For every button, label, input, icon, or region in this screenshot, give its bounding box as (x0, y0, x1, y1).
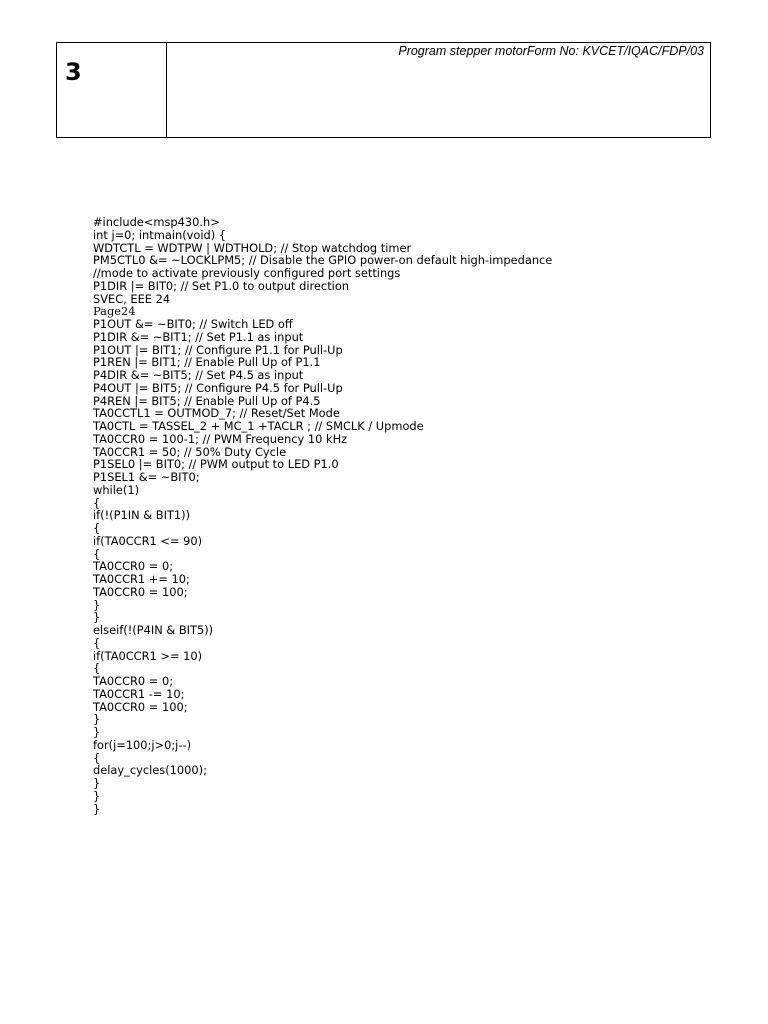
code-line: int j=0; intmain(void) { (93, 227, 227, 242)
code-line: TA0CCR1 = 50; // 50% Duty Cycle (93, 444, 287, 459)
code-line: SVEC, EEE 24 (93, 291, 171, 306)
code-line: delay_cycles(1000); (93, 763, 207, 778)
code-line: } (93, 801, 101, 816)
code-listing (93, 216, 552, 815)
section-number: 3 (65, 58, 82, 86)
code-line: TA0CCR1 -= 10; (93, 686, 185, 701)
code-line: P1SEL0 |= BIT0; // PWM output to LED P1.0 (93, 457, 339, 472)
code-line: P1DIR &= ~BIT1; // Set P1.1 as input (93, 329, 304, 344)
code-line: elseif(!(P4IN & BIT5)) (93, 623, 214, 637)
code-line: P1SEL1 &= ~BIT0; (93, 470, 200, 484)
code-line: TA0CCTL1 = OUTMOD_7; // Reset/Set Mode (93, 406, 340, 421)
code-line: } (93, 725, 101, 739)
code-line: if(TA0CCR1 >= 10) (93, 648, 203, 663)
code-line: P4OUT |= BIT5; // Configure P4.5 for Pull-Up (93, 380, 343, 395)
code-line: //mode to activate previously configured port settings (93, 266, 401, 280)
code-line: { (93, 495, 101, 510)
code-line: TA0CCR0 = 0; (93, 674, 174, 688)
code-line: } (93, 776, 101, 790)
page-marker: Page24 (93, 304, 136, 319)
code-line: P4DIR &= ~BIT5; // Set P4.5 as input (93, 368, 304, 382)
code-line: P1OUT &= ~BIT0; // Switch LED off (93, 317, 293, 331)
code-line: TA0CCR0 = 100; (93, 584, 188, 599)
code-line: { (93, 750, 101, 765)
code-line: if(TA0CCR1 <= 90) (93, 533, 203, 548)
code-line: { (93, 661, 101, 676)
code-line: { (93, 546, 101, 561)
code-line: { (93, 521, 101, 535)
code-line: } (93, 712, 101, 727)
code-line: P1OUT |= BIT1; // Configure P1.1 for Pull-Up (93, 342, 343, 357)
code-line: if(!(P1IN & BIT1)) (93, 508, 191, 523)
header-table (56, 42, 711, 138)
code-line: TA0CCR0 = 0; (93, 559, 174, 574)
code-line: { (93, 635, 101, 650)
code-line: PM5CTL0 &= ~LOCKLPM5; // Disable the GPIO power-on default high-impedance (93, 253, 553, 268)
form-title: Program stepper motorForm No: KVCET/IQAC/FDP/03 (398, 44, 704, 58)
code-line: } (93, 788, 101, 803)
code-line: for(j=100;j>0;j--) (93, 737, 192, 752)
header-number-cell (57, 43, 167, 137)
code-line: P4REN |= BIT5; // Enable Pull Up of P4.5 (93, 393, 321, 408)
code-line: } (93, 610, 101, 625)
code-line: TA0CCR0 = 100-1; // PWM Frequency 10 kHz (93, 431, 348, 446)
header-title-cell (167, 43, 710, 137)
code-line: TA0CCR1 += 10; (93, 572, 190, 586)
code-line: while(1) (93, 482, 140, 497)
code-line: } (93, 597, 101, 612)
code-line: P1REN |= BIT1; // Enable Pull Up of P1.1 (93, 355, 321, 370)
code-line: #include<msp430.h> (93, 215, 220, 229)
code-line: P1DIR |= BIT0; // Set P1.0 to output direction (93, 278, 350, 293)
code-line: WDTCTL = WDTPW | WDTHOLD; // Stop watchdog timer (93, 240, 412, 255)
code-line: TA0CTL = TASSEL_2 + MC_1 +TACLR ; // SMCLK / Upmode (93, 419, 424, 433)
code-line: TA0CCR0 = 100; (93, 699, 188, 714)
